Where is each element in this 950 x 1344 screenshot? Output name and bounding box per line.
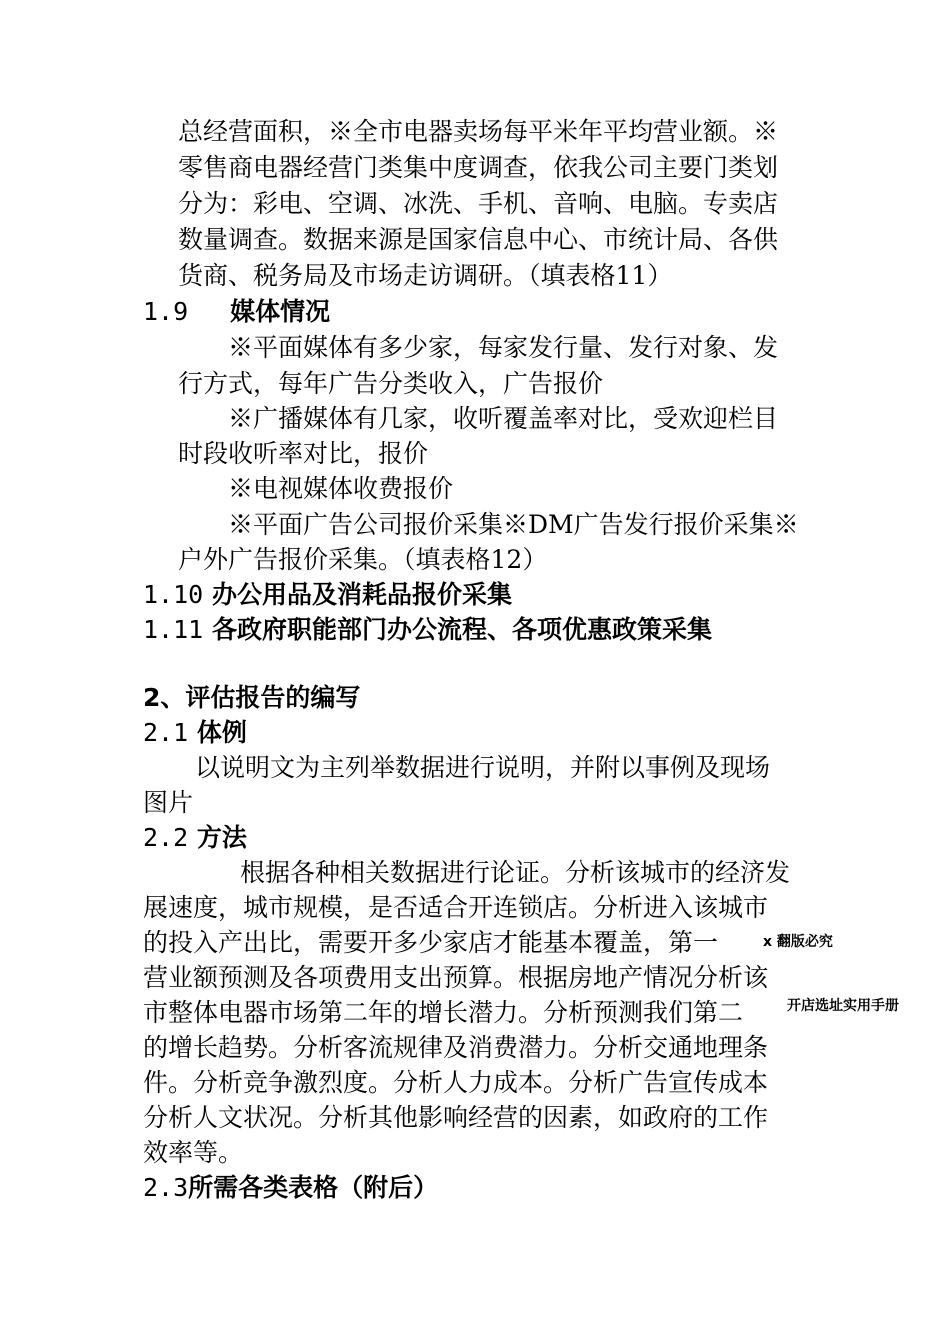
paragraph-line: 效率等。: [143, 1138, 244, 1167]
paragraph-line: 总经营面积，※全市电器卖场每平米年平均营业额。※: [178, 117, 779, 146]
section-heading-2-1: [143, 716, 247, 750]
section-number: 1.11: [143, 615, 204, 644]
paragraph-line: 以说明文为主列举数据进行说明，并附以事例及现场: [195, 753, 771, 782]
paragraph-line: 市整体电器市场第二年的增长潜力。分析预测我们第二: [143, 998, 744, 1027]
paragraph-line: 户外广告报价采集。（填表格12）: [178, 545, 548, 574]
paragraph-line: 件。分析竞争激烈度。分析人力成本。分析广告宣传成本: [143, 1068, 769, 1097]
section-title: 各政府职能部门办公流程、各项优惠政策采集: [211, 615, 712, 644]
section-number: 2.3: [143, 1173, 189, 1202]
section-title: 媒体情况: [230, 297, 331, 326]
section-heading-2-3: [143, 1171, 438, 1205]
paragraph-line: ※平面广告公司报价采集※DM广告发行报价采集※: [228, 510, 799, 539]
section-number: 2.1: [143, 718, 189, 747]
section-title: 方法: [196, 823, 247, 852]
section-number: 2.2: [143, 823, 189, 852]
section-number: 1.9: [143, 297, 189, 326]
paragraph-line: 分为：彩电、空调、冰洗、手机、音响、电脑。专卖店: [178, 189, 779, 218]
paragraph-line: ※平面媒体有多少家，每家发行量、发行对象、发: [228, 333, 779, 362]
section-heading-1-10: [143, 578, 512, 612]
paragraph-line: 的投入产出比，需要开多少家店才能基本覆盖，第一: [143, 928, 719, 957]
paragraph-line: 根据各种相关数据进行论证。分析该城市的经济发: [240, 858, 791, 887]
paragraph-line: ※电视媒体收费报价: [228, 474, 454, 503]
paragraph-line: 的增长趋势。分析客流规律及消费潜力。分析交通地理条: [143, 1033, 769, 1062]
copyright-stamp: x 翻版必究: [763, 934, 833, 950]
manual-title-stamp: 开店选址实用手册: [787, 998, 899, 1014]
section-title: 办公用品及消耗品报价采集: [211, 580, 512, 609]
paragraph-line: 时段收听率对比，报价: [178, 439, 429, 468]
section-heading-2-2: [143, 821, 247, 855]
paragraph-line: 数量调查。数据来源是国家信息中心、市统计局、各供: [178, 225, 779, 254]
section-number: 1.10: [143, 580, 204, 609]
paragraph-line: 分析人文状况。分析其他影响经营的因素，如政府的工作: [143, 1103, 769, 1132]
section-heading-1-11: [143, 613, 712, 647]
section-title: 体例: [196, 718, 247, 747]
paragraph-line: 货商、税务局及市场走访调研。（填表格11）: [178, 261, 673, 290]
paragraph-line: 展速度，城市规模，是否适合开连锁店。分析进入该城市: [143, 893, 769, 922]
paragraph-line: 零售商电器经营门类集中度调查，依我公司主要门类划: [178, 153, 779, 182]
paragraph-line: 图片: [143, 788, 194, 817]
section-heading-2: 2、评估报告的编写: [143, 683, 361, 712]
paragraph-line: 行方式，每年广告分类收入，广告报价: [178, 369, 604, 398]
section-heading-1-9: [143, 295, 330, 329]
section-title: 所需各类表格（附后）: [188, 1173, 439, 1202]
paragraph-line: 营业额预测及各项费用支出预算。根据房地产情况分析该: [143, 963, 769, 992]
paragraph-line: ※广播媒体有几家，收听覆盖率对比，受欢迎栏目: [228, 404, 779, 433]
